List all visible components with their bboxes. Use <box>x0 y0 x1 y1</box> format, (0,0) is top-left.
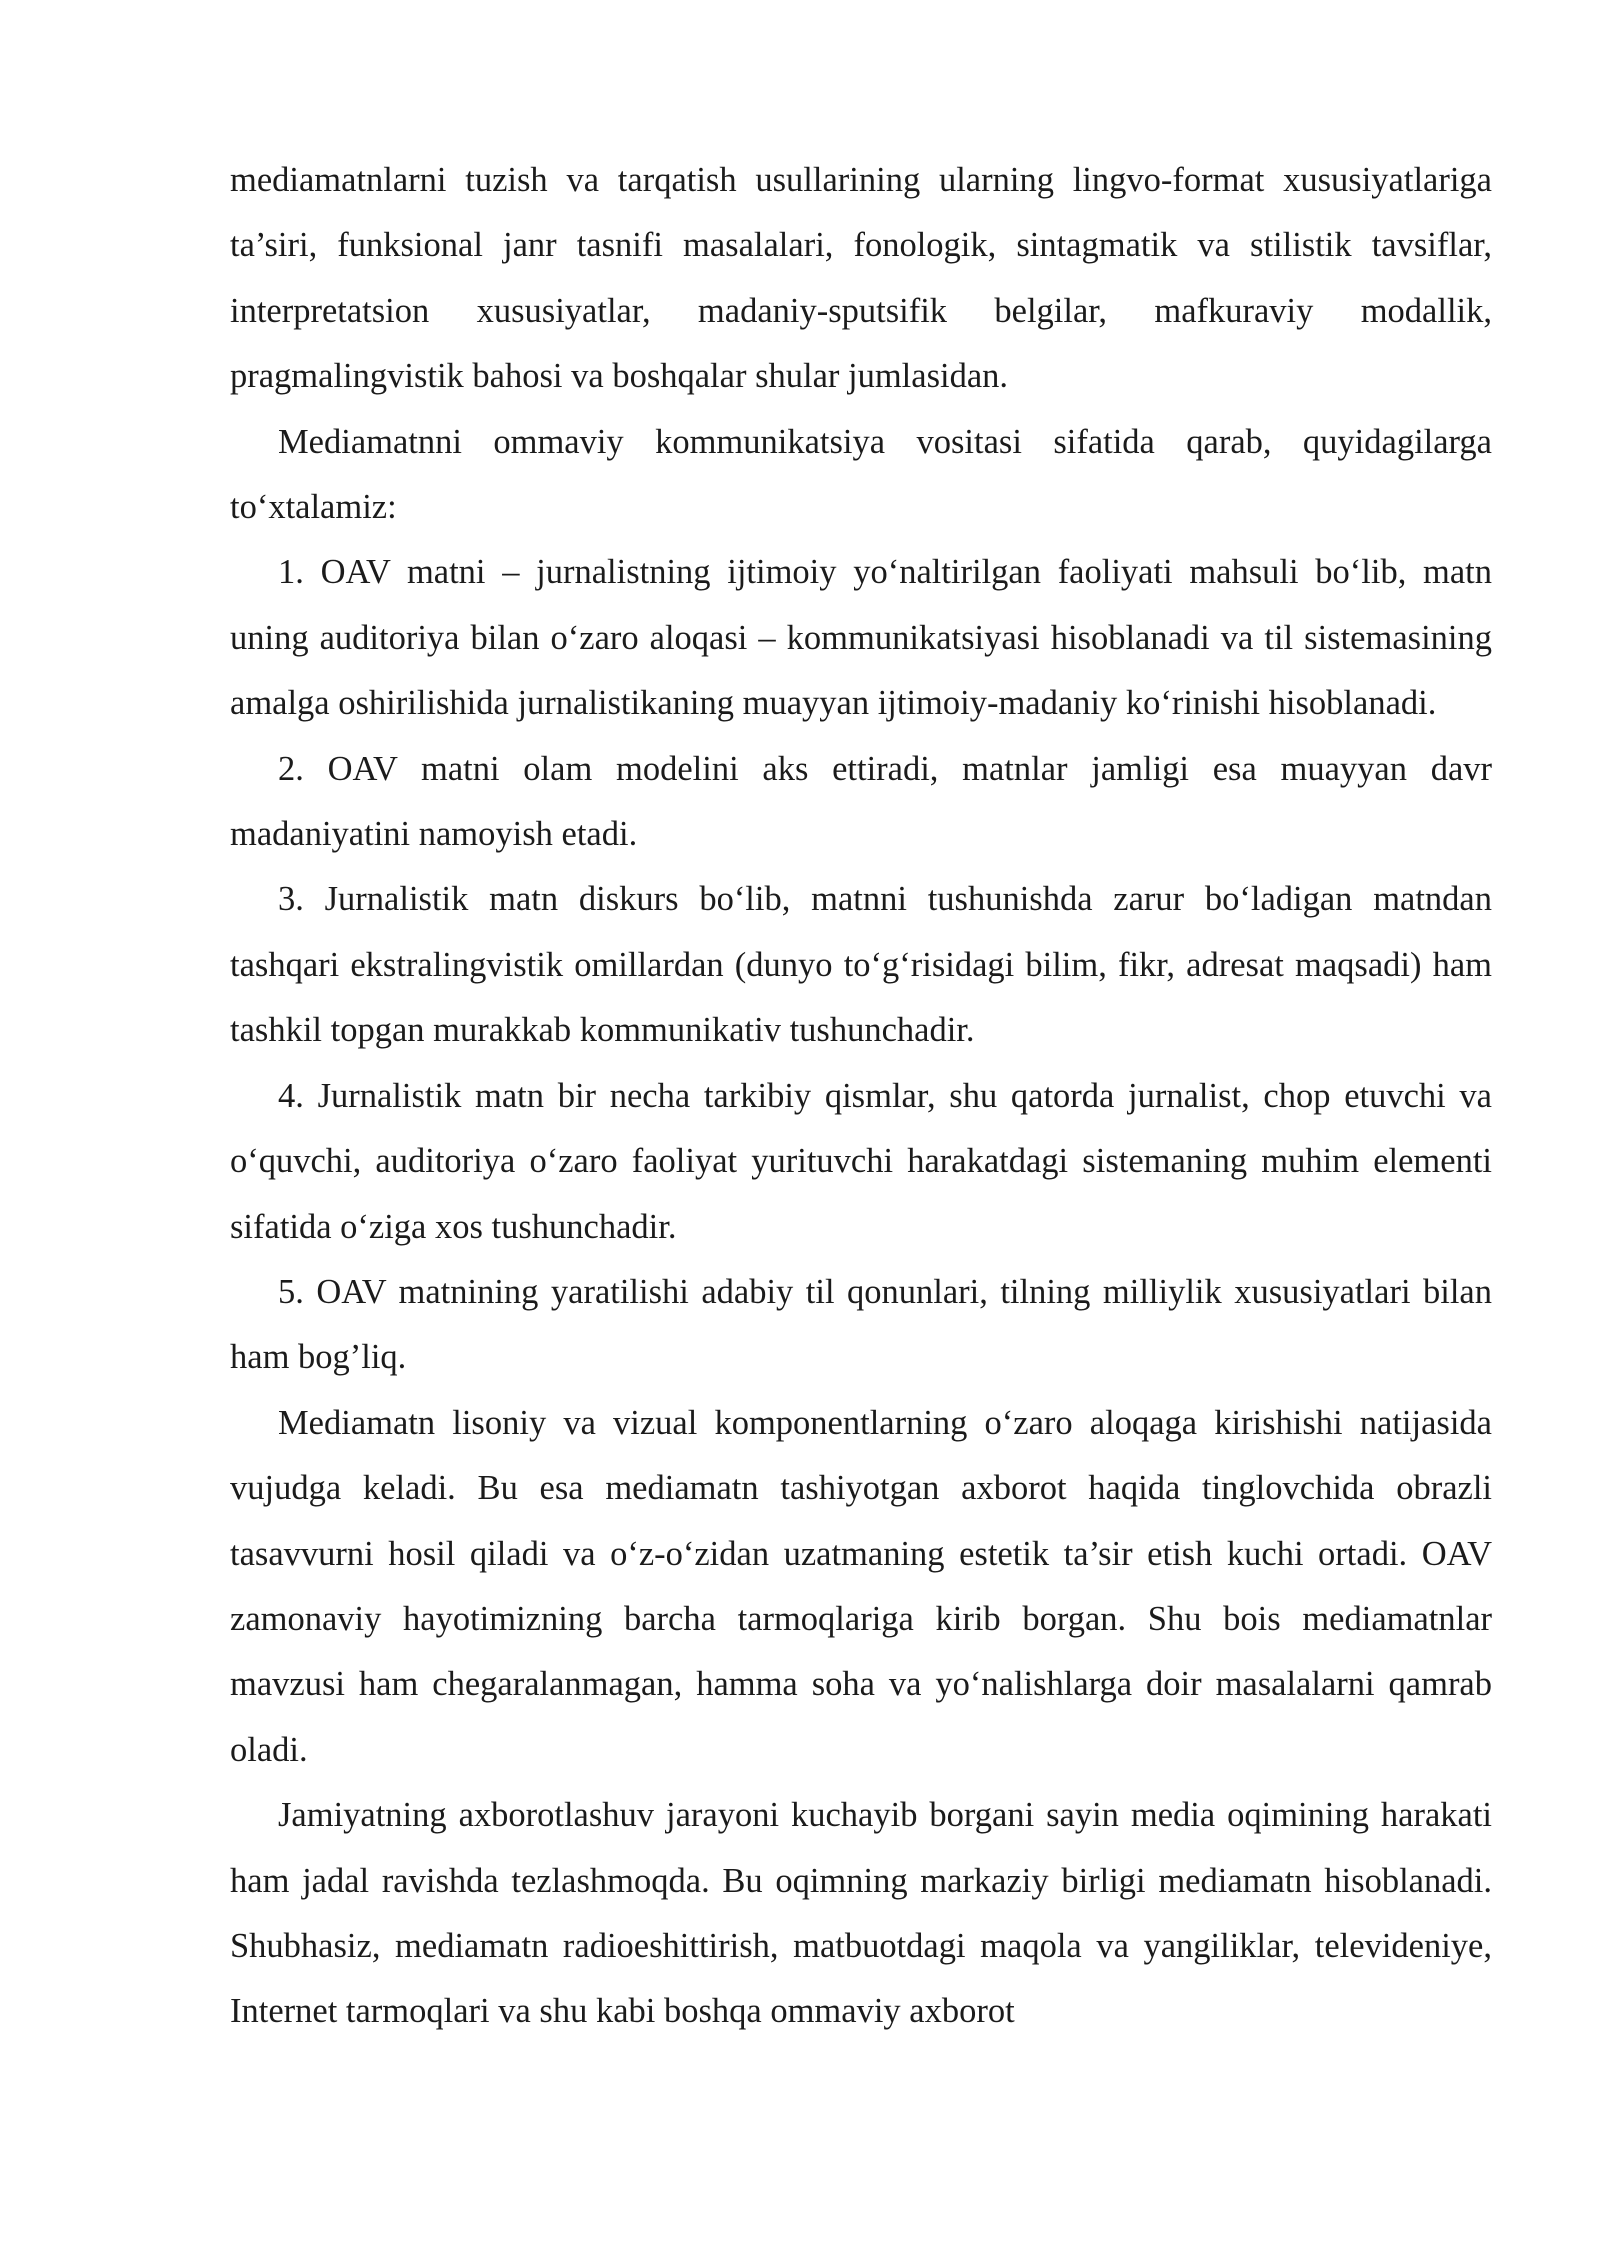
paragraph-continuation: mediamatnlarni tuzish va tarqatish usullarining ularning lingvo-format xususiyatlariga ta’siri, funksional janr tasnifi masalalari, fonologik, sintagmatik va stilistik tavsiflar, interpretatsion xususiyatlar, madaniy-sputsifik belgilar, mafkuraviy modallik, pragmalingvistik bahosi va boshqalar shular jumlasidan. <box>230 161 1492 396</box>
list-item-5: 5. OAV matnining yaratilishi adabiy til qonunlari, tilning milliylik xususiyatlari bilan ham bog’liq. <box>230 1272 1492 1377</box>
list-item-3: 3. Jurnalistik matn diskurs bo‘lib, matnni tushunishda zarur bo‘ladigan matndan tashqari ekstralingvistik omillardan (dunyo to‘g‘risidagi bilim, fikr, adresat maqsadi) ham tashkil topgan murakkab kommunikativ tushunchadir. <box>230 880 1492 1050</box>
paragraph-jamiyat: Jamiyatning axborotlashuv jarayoni kuchayib borgani sayin media oqimining harakati ham jadal ravishda tezlashmoqda. Bu oqimning markaziy birligi mediamatn hisoblanadi. Shubhasiz, mediamatn radioeshittirish, matbuotdagi maqola va yangiliklar, televideniye, Internet tarmoqlari va shu kabi boshqa ommaviy axborot <box>230 1796 1492 2031</box>
document-body <box>230 148 1492 2045</box>
list-item-4: 4. Jurnalistik matn bir necha tarkibiy qismlar, shu qatorda jurnalist, chop etuvchi va o‘quvchi, auditoriya o‘zaro faoliyat yurituvchi harakatdagi sistemaning muhim elementi sifatida o‘ziga xos tushunchadir. <box>230 1076 1492 1246</box>
paragraph-intro: Mediamatnni ommaviy kommunikatsiya vositasi sifatida qarab, quyidagilarga to‘xtalamiz: <box>230 422 1492 527</box>
paragraph-mediamatn: Mediamatn lisoniy va vizual komponentlarning o‘zaro aloqaga kirishishi natijasida vujudga keladi. Bu esa mediamatn tashiyotgan axborot haqida tinglovchida obrazli tasavvurni hosil qiladi va o‘z-o‘zidan uzatmaning estetik ta’sir etish kuchi ortadi. OAV zamonaviy hayotimizning barcha tarmoqlariga kirib borgan. Shu bois mediamatnlar mavzusi ham chegaralanmagan, hamma soha va yo‘nalishlarga doir masalalarni qamrab oladi. <box>230 1403 1492 1769</box>
list-item-1: 1. OAV matni – jurnalistning ijtimoiy yo‘naltirilgan faoliyati mahsuli bo‘lib, matn uning auditoriya bilan o‘zaro aloqasi – kommunikatsiyasi hisoblanadi va til sistemasining amalga oshirilishida jurnalistikaning muayyan ijtimoiy-madaniy ko‘rinishi hisoblanadi. <box>230 553 1492 723</box>
list-item-2: 2. OAV matni olam modelini aks ettiradi, matnlar jamligi esa muayyan davr madaniyatini namoyish etadi. <box>230 749 1492 854</box>
